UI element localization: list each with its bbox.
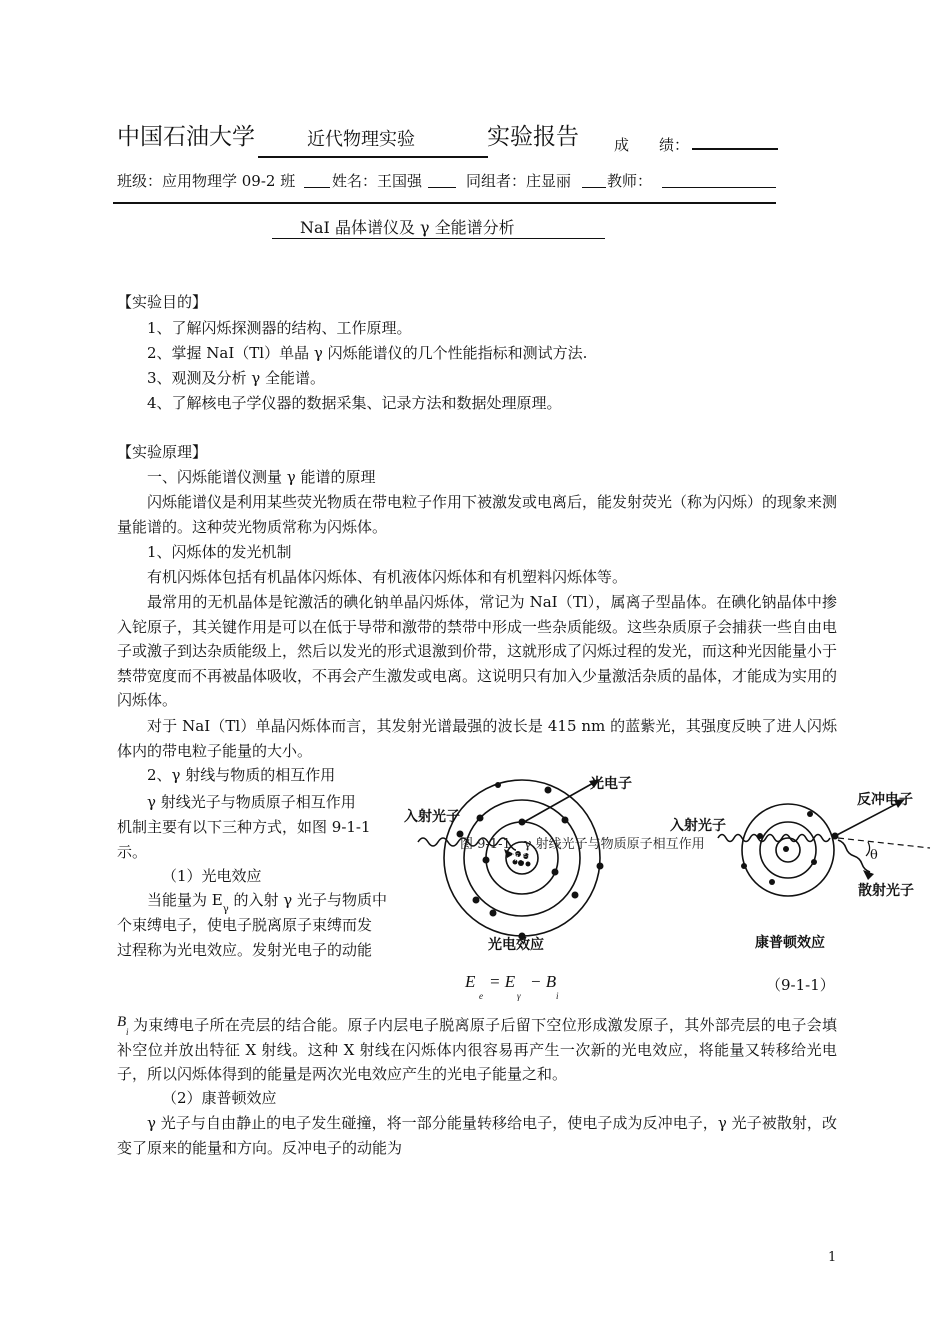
info-name: 姓名：王国强 [332,172,423,190]
principle-p6-line2: 个束缚电子，使电子脱离原子束缚而发 [117,916,373,934]
p7-B: B [117,1014,127,1030]
principle-sub4: （1）光电效应 [162,867,262,885]
principle-p5-line1: γ 射线光子与物质原子相互作用 [147,793,356,811]
eq-sub-i: i [556,991,559,1001]
course-underline [258,156,488,158]
principle-p3: 最常用的无机晶体是铊激活的碘化钠单晶闪烁体，常记为 NaI（Tl），属离子型晶体。在碘化钠晶体中掺入铊原子，其关键作用是可以在低于导带和激带的禁带中形成一些杂质能级。这些杂质原子会捕获一些自由电子或激子到达杂质能级上，然后以发光的形式退激到价带，这就形成了闪烁过程的发光，而这种光因能量小于禁带宽度而不再被晶体吸收，不再会产生激发或电离。这说明只有加入少量激活杂质的晶体，才能成为实用的闪烁体。 [117,593,838,709]
photo-incident-label: 入射光子 [404,809,460,825]
teacher-blank [662,187,776,188]
purpose-item-1: 1、了解闪烁探测器的结构、工作原理。 [147,319,412,337]
eq-E: E [465,972,476,991]
university-name: 中国石油大学 [117,124,255,150]
eq-number: （9-1-1） [766,976,835,994]
compton-caption: 康普顿效应 [755,935,825,951]
principle-p8: γ 光子与自由静止的电子发生碰撞，将一部分能量转移给电子，使电子成为反冲电子，γ 光子被散射，改变了原来的能量和方向。反冲电子的动能为 [117,1114,837,1157]
report-title: 实验报告 [487,124,579,150]
principle-p5-line2: 机制主要有以下三种方式，如图 9-1-1 [117,818,371,836]
purpose-heading: 【实验目的】 [117,293,208,311]
info-group: 同组者：庄显丽 [466,172,572,190]
group-blank [582,187,606,188]
compton-incident-wave [718,835,830,842]
score-underline [692,148,778,150]
purpose-item-4: 4、了解核电子学仪器的数据采集、记录方法和数据处理原理。 [147,394,562,412]
principle-p7: 为束缚电子所在壳层的结合能。原子内层电子脱离原子后留下空位形成激发原子，其外部壳层的电子会填补空位并放出特征 X 射线。这种 X 射线在闪烁体内很容易再产生一次新的光电效应，将能量又转移给光电子，所以闪烁体得到的能量是两次光电效应产生的光电子能量之和。 [117,1016,837,1083]
score-label: 成 绩： [614,136,690,154]
eq-equals-E: = E [489,972,516,991]
scattered-photon-wave [838,840,870,872]
recoil-electron-label: 反冲电子 [857,792,913,808]
header-rule [113,202,776,204]
p6-text-a: 当能量为 E [147,891,223,909]
experiment-title: NaI 晶体谱仪及 γ 全能谱分析 [300,218,515,237]
info-teacher: 教师： [607,172,653,190]
purpose-item-2: 2、掌握 NaI（Tl）单晶 γ 闪烁能谱仪的几个性能指标和测试方法. [147,344,588,362]
principle-heading: 【实验原理】 [117,443,208,461]
scattered-photon-label: 散射光子 [858,883,914,899]
theta-label: θ [870,848,878,863]
principle-sub2: 1、闪烁体的发光机制 [147,543,292,561]
principle-p5-line3: 示。 [117,843,148,861]
principle-sub3: 2、γ 射线与物质的相互作用 [147,766,336,784]
nucleus-label: 原子核 [511,853,535,862]
p7-sub-i: i [126,1027,129,1037]
photoelectric-caption: 光电效应 [488,937,544,953]
course-name: 近代物理实验 [307,129,415,150]
p6-text-rest: 的入射 γ 光子与物质中 [228,891,387,909]
page-number: 1 [828,1250,837,1265]
figure-overlay-caption: 图 9-1-1 γ 射线光子与物质原子相互作用 [460,837,705,852]
principle-p6-line3: 过程称为光电效应。发射光电子的动能 [117,941,373,959]
compton-incident-label: 入射光子 [670,818,726,834]
name-blank [428,187,456,188]
eq-sub-gamma: γ [517,991,521,1001]
principle-p1: 闪烁能谱仪是利用某些荧光物质在带电粒子作用下被激发或电离后，能发射荧光（称为闪烁）的现象来测量能谱的。这种荧光物质常称为闪烁体。 [117,493,838,536]
principle-p4: 对于 NaI（Tl）单晶闪烁体而言，其发射光谱最强的波长是 415 nm 的蓝紫光，其强度反映了进人闪烁体内的带电粒子能量的大小。 [117,717,837,760]
principle-sub1: 一、闪烁能谱仪测量 γ 能谱的原理 [147,468,376,486]
class-blank [304,187,330,188]
info-class: 班级：应用物理学 09-2 班 [117,172,296,190]
compton-reference-line [838,838,930,848]
eq-minus-B: − B [530,972,557,991]
eq-sub-e: e [479,991,483,1001]
p6-subscript: γ [222,904,229,915]
photoelectron-label: 光电子 [590,776,632,792]
purpose-item-3: 3、观测及分析 γ 全能谱。 [147,369,326,387]
principle-sub5: （2）康普顿效应 [162,1089,277,1107]
principle-p2: 有机闪烁体包括有机晶体闪烁体、有机液体闪烁体和有机塑料闪烁体等。 [147,568,628,586]
title-underline [272,238,605,239]
